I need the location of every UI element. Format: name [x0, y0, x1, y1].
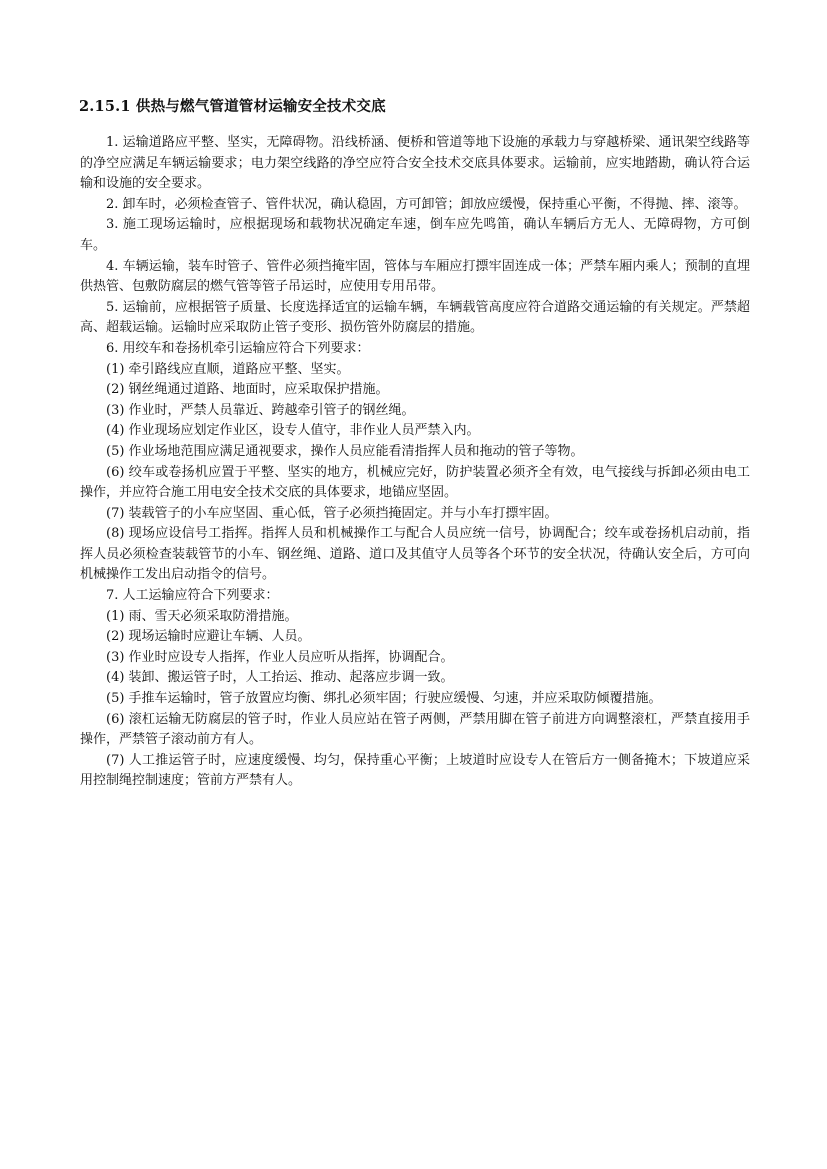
paragraph: 4. 车辆运输，装车时管子、管件必须挡掩牢固，管体与车厢应打摽牢固连成一体；严禁车厢内乘人；预制的直埋供热管、包敷防腐层的燃气管等管子吊运时，应使用专用吊带。 — [80, 258, 750, 295]
list-item: (6) 绞车或卷扬机应置于平整、坚实的地方，机械应完好，防护装置必须齐全有效，电气接线与拆卸必须由电工操作，并应符合施工用电安全技术交底的具体要求，地锚应坚固。 — [80, 464, 750, 501]
paragraph: 7. 人工运输应符合下列要求： — [106, 588, 279, 604]
list-item: (4) 装卸、搬运管子时，人工抬运、推动、起落应步调一致。 — [106, 670, 454, 686]
list-item: (8) 现场应设信号工指挥。指挥人员和机械操作工与配合人员应统一信号，协调配合；绞车或卷扬机启动前，指挥人员必须检查装载管节的小车、钢丝绳、道路、道口及其值守人员等各个环节的安全状况，待确认安全后，方可向机械操作工发出启动指令的信号。 — [80, 526, 750, 583]
list-item: (3) 作业时应设专人指挥，作业人员应听从指挥，协调配合。 — [106, 649, 454, 665]
list-item: (7) 装载管子的小车应坚固、重心低，管子必须挡掩固定。并与小车打摽牢固。 — [106, 505, 558, 521]
paragraph: 3. 施工现场运输时，应根据现场和载物状况确定车速，倒车应先鸣笛，确认车辆后方无人、无障碍物，方可倒车。 — [80, 217, 750, 253]
paragraph: 2. 卸车时，必须检查管子、管件状况，确认稳固，方可卸管；卸放应缓慢，保持重心平衡，不得抛、摔、滚等。 — [106, 196, 747, 212]
document-body — [80, 133, 750, 792]
list-item: (4) 作业现场应划定作业区，设专人值守，非作业人员严禁入内。 — [106, 423, 480, 439]
list-item: (1) 牵引路线应直顺，道路应平整、坚实。 — [106, 361, 350, 377]
list-item: (5) 作业场地范围应满足通视要求，操作人员应能看清指挥人员和拖动的管子等物。 — [106, 443, 584, 459]
paragraph: 6. 用绞车和卷扬机牵引运输应符合下列要求： — [106, 340, 370, 356]
list-item: (2) 钢丝绳通过道路、地面时，应采取保护措施。 — [106, 382, 389, 398]
list-item: (6) 滚杠运输无防腐层的管子时，作业人员应站在管子两侧，严禁用脚在管子前进方向调整滚杠，严禁直接用手操作，严禁管子滚动前方有人。 — [80, 711, 750, 748]
section-title: 2.15.1 供热与燃气管道管材运输安全技术交底 — [79, 98, 386, 115]
list-item: (3) 作业时，严禁人员靠近、跨越牵引管子的钢丝绳。 — [106, 402, 415, 418]
paragraph: 5. 运输前，应根据管子质量、长度选择适宜的运输车辆，车辆载管高度应符合道路交通运输的有关规定。严禁超高、超载运输。运输时应采取防止管子变形、损伤管外防腐层的措施。 — [80, 299, 750, 336]
list-item: (7) 人工推运管子时，应速度缓慢、均匀，保持重心平衡；上坡道时应设专人在管后方一侧备掩木；下坡道应采用控制绳控制速度；管前方严禁有人。 — [80, 752, 750, 789]
paragraph: 1. 运输道路应平整、坚实，无障碍物。沿线桥涵、便桥和管道等地下设施的承载力与穿越桥梁、通讯架空线路等的净空应满足车辆运输要求；电力架空线路的净空应符合安全技术交底具体要求。运输前，应实地踏勘，确认符合运输和设施的安全要求。 — [80, 135, 750, 192]
list-item: (2) 现场运输时应避让车辆、人员。 — [106, 629, 311, 645]
list-item: (5) 手推车运输时，管子放置应均衡、绑扎必须牢固；行驶应缓慢、匀速，并应采取防倾覆措施。 — [106, 691, 662, 707]
list-item: (1) 雨、雪天必须采取防滑措施。 — [106, 608, 298, 624]
